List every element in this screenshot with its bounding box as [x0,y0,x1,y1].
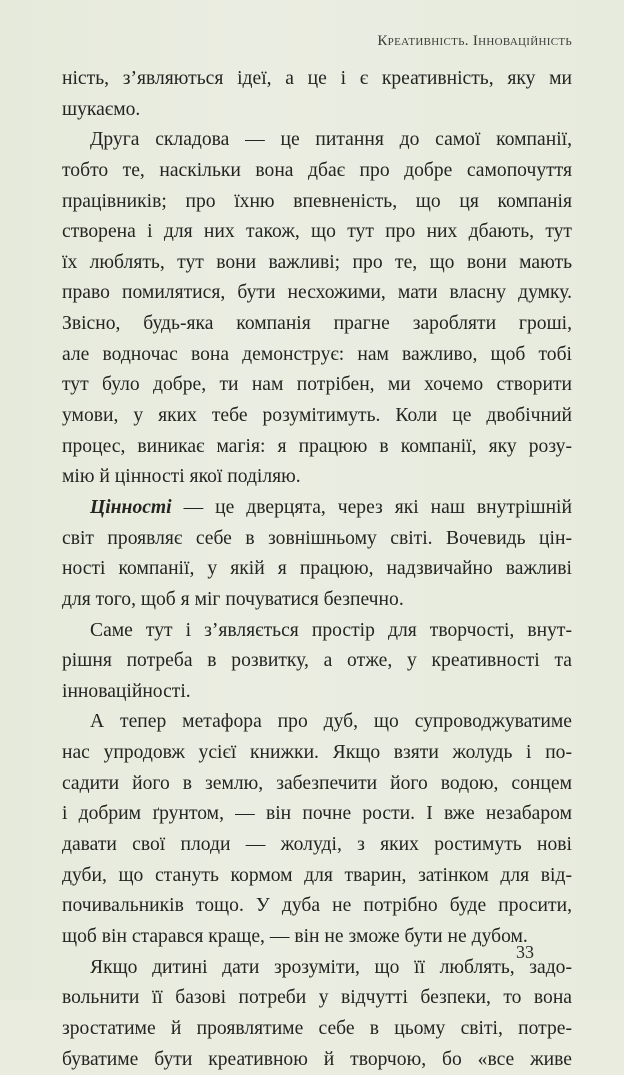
text-line-rest: — це дверцята, через які наш внутрішній [184,497,572,518]
text-line: їх люблять, тут вони важливі; про те, що вони мають [62,248,572,279]
text-line: і добрим ґрунтом, — він почне рости. І вже незабаром [62,799,572,830]
text-line: шукаємо. [62,95,572,126]
text-line: зростатиме й проявлятиме себе в цьому світі, потре- [62,1014,572,1045]
text-line: умови, у яких тебе розумітимуть. Коли це двобічний [62,401,572,432]
text-line: почивальників тощо. У дуба не потрібно буде просити, [62,891,572,922]
text-line: працівників; про їхню впевненість, що ця компанія [62,187,572,218]
text-line: тобто те, наскільки вона дбає про добре самопочуття [62,156,572,187]
text-line: ності компанії, у якій я працюю, надзвичайно важливі [62,554,572,585]
text-line: процес, виникає магія: я працюю в компанії, яку розу- [62,432,572,463]
text-line: тут було добре, ти нам потрібен, ми хочемо створити [62,370,572,401]
text-line: рішня потреба в розвитку, а отже, у креативності та [62,646,572,677]
text-line: щоб він старався краще, — він не зможе бути не дубом. [62,922,572,953]
body-text [62,64,572,1075]
text-line: Друга складова — це питання до самої компанії, [62,125,572,156]
text-line: але водночас вона демонструє: нам важливо, щоб тобі [62,340,572,371]
text-line: для того, щоб я міг почуватися безпечно. [62,585,572,616]
emphasis-term: Цінності [90,497,172,518]
text-line: садити його в землю, забезпечити його водою, сонцем [62,769,572,800]
text-line: А тепер метафора про дуб, що супроводжуватиме [62,707,572,738]
text-line: нас упродовж усієї книжки. Якщо взяти жолудь і по- [62,738,572,769]
text-line: дуби, що стануть кормом для тварин, затінком для від- [62,861,572,892]
text-line-with-term [62,493,572,524]
text-line: Звісно, будь-яка компанія прагне заробляти гроші, [62,309,572,340]
text-line: мію й цінності якої поділяю. [62,462,572,493]
text-line: ність, з’являються ідеї, а це і є креативність, яку ми [62,64,572,95]
text-line: Саме тут і з’являється простір для творчості, внут- [62,616,572,647]
text-line: Якщо дитині дати зрозуміти, що її люблять, задо- [62,953,572,984]
text-line: створена і для них також, що тут про них дбають, тут [62,217,572,248]
running-header: Креативність. Інноваційність [377,33,572,50]
text-line: світ проявляє себе в зовнішньому світі. Вочевидь цін- [62,524,572,555]
text-line: буватиме бути креативною й творчою, бо «все живе [62,1045,572,1075]
page-number: 33 [516,942,534,963]
text-line: давати свої плоди — жолуді, з яких ростимуть нові [62,830,572,861]
text-line: вольнити її базові потреби у відчутті безпеки, то вона [62,983,572,1014]
text-line: право помилятися, бути несхожими, мати власну думку. [62,278,572,309]
text-line: інноваційності. [62,677,572,708]
